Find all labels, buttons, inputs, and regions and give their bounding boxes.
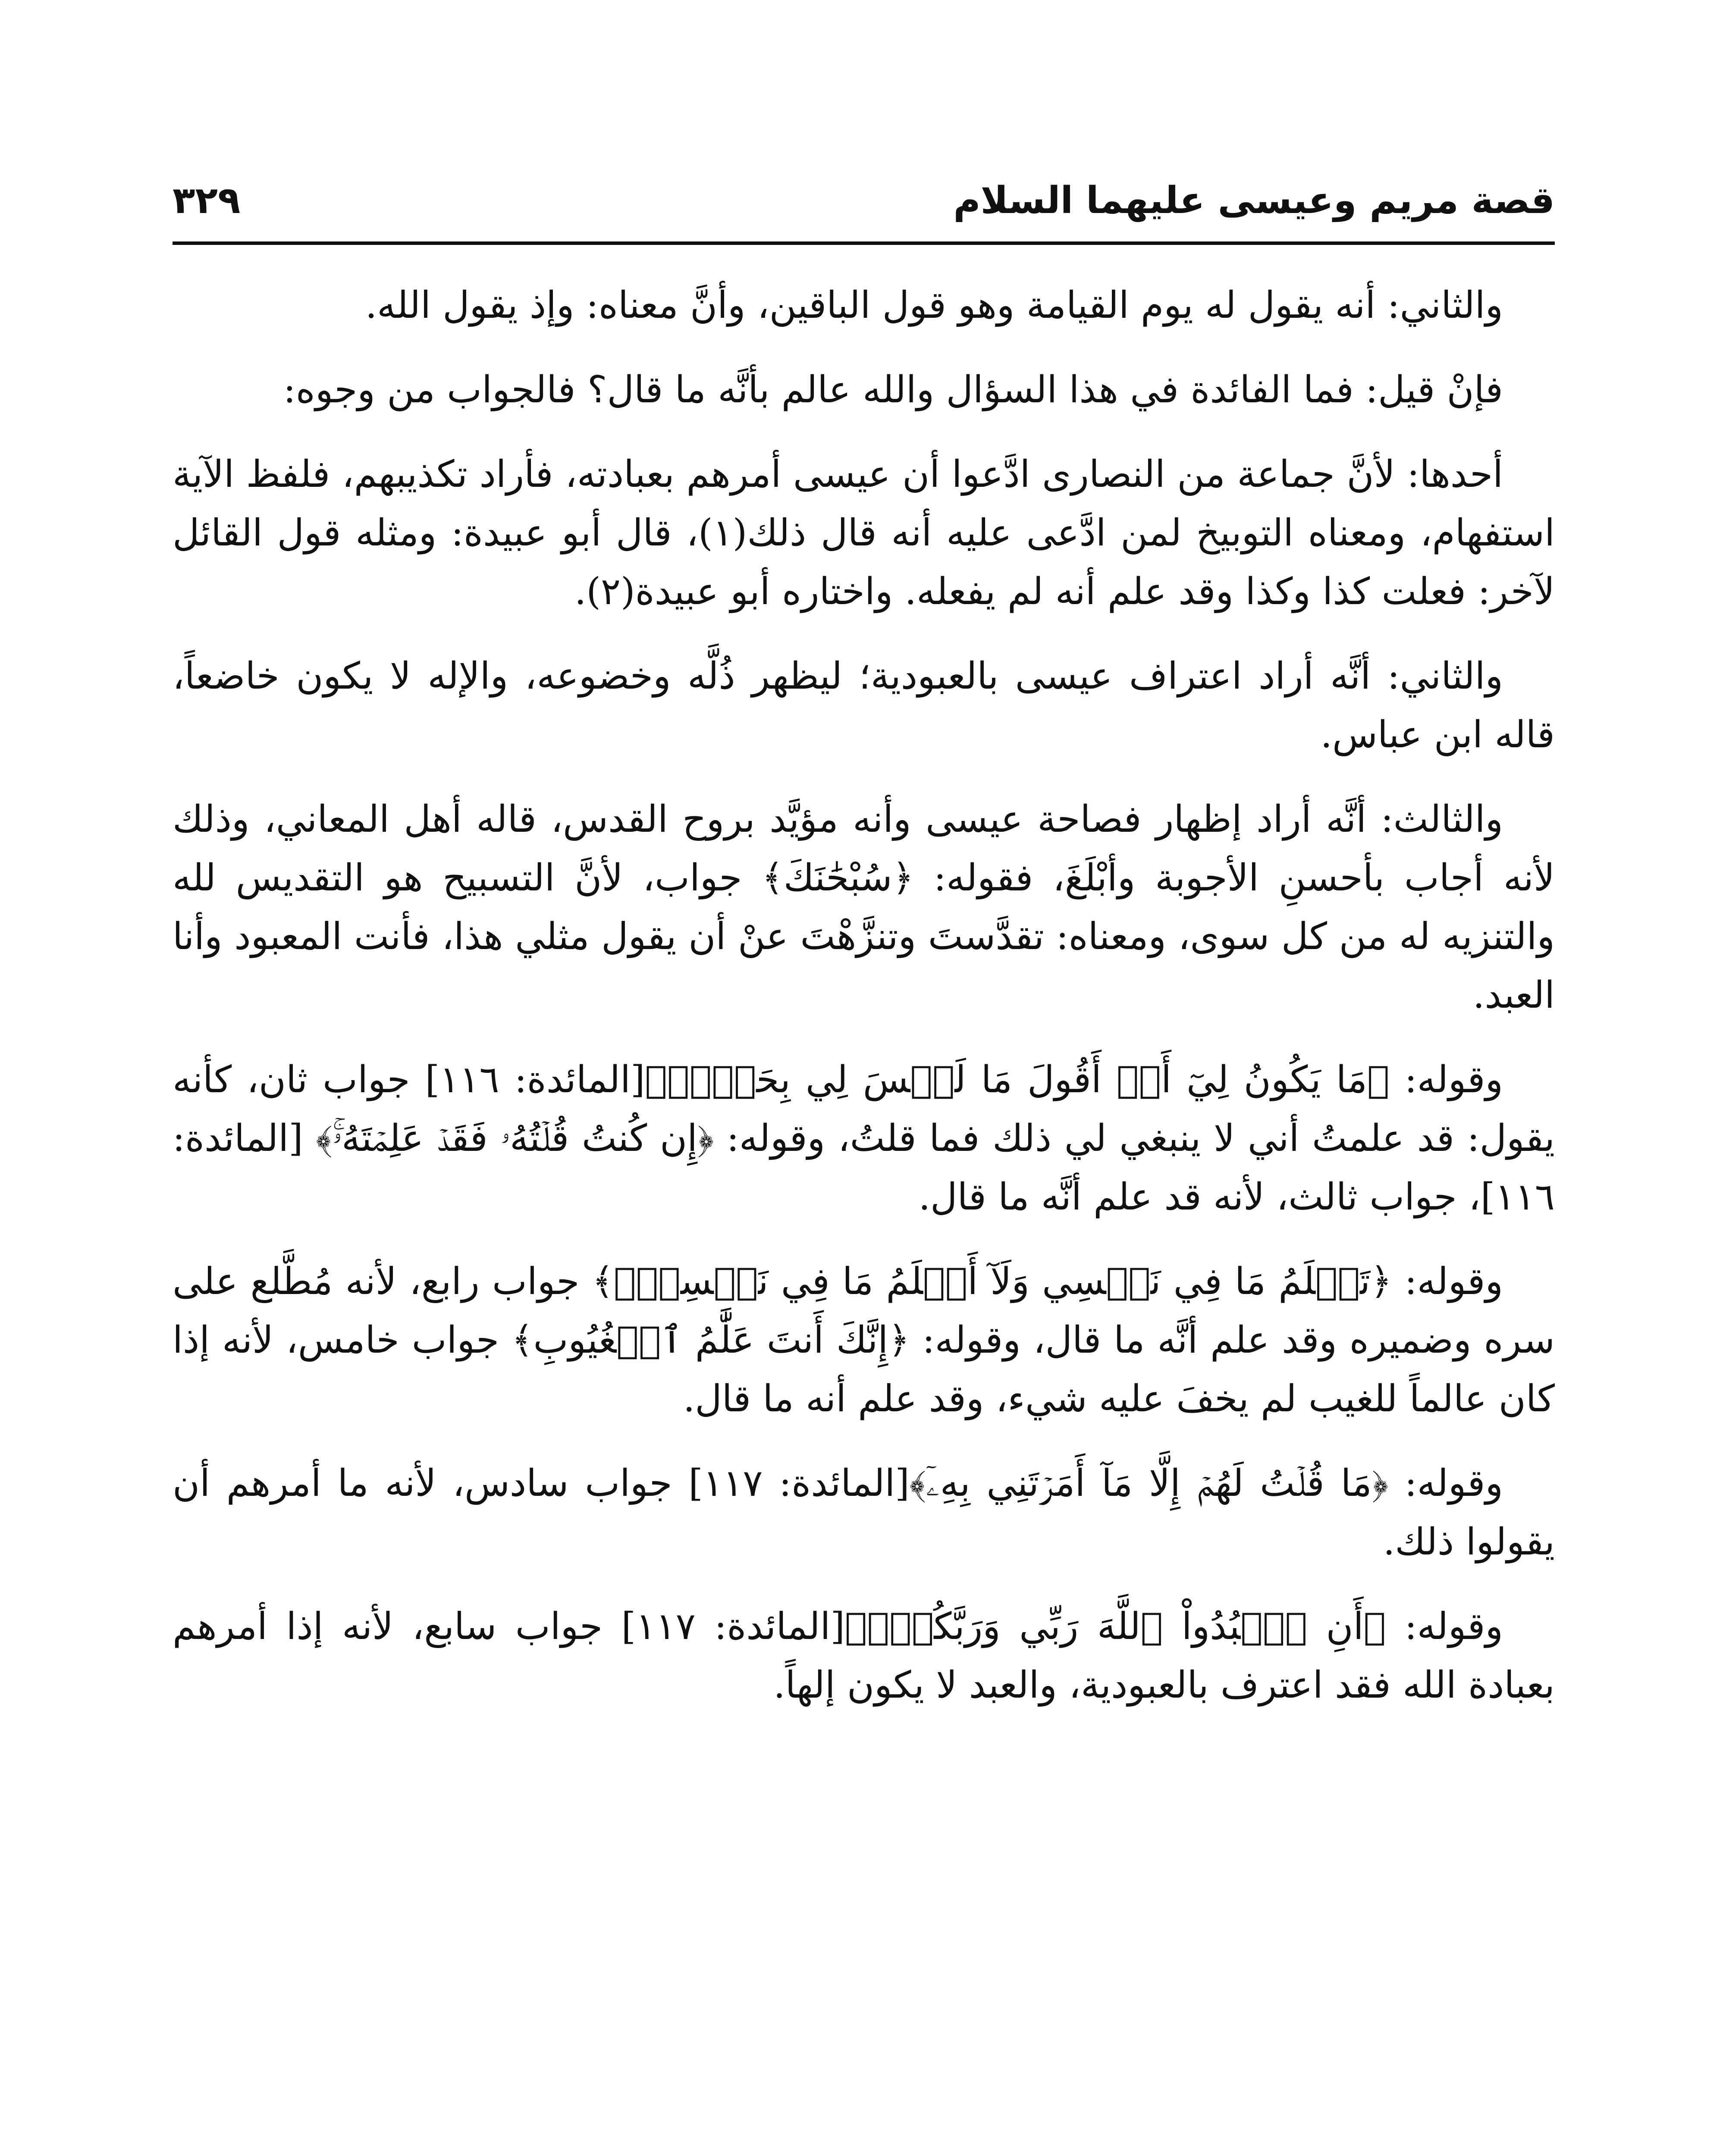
page-number: ٣٢٩ [173,179,241,222]
paragraph: وقوله: ﴿مَا قُلۡتُ لَهُمۡ إِلَّا مَآ أَمَرۡتَنِي بِهِۦٓ﴾[المائدة: ١١٧] جواب سادس، لأنه ما أمرهم أن يقولوا ذلك. [173,1462,1555,1564]
chapter-title: قصة مريم وعيسى عليهما السلام [953,179,1555,222]
main-text [173,276,1555,1740]
paragraph: فإنْ قيل: فما الفائدة في هذا السؤال والله عالم بأنَّه ما قال؟ فالجواب من وجوه: [283,368,1503,411]
paragraph: وقوله: ﴿مَا يَكُونُ لِيٓ أَنۡ أَقُولَ مَا لَيۡسَ لِي بِحَقٍّۚ﴾[المائدة: ١١٦] جواب ثان، كأنه يقول: قد علمتُ أني لا ينبغي لي ذلك فما قلتُ، وقوله: ﴿إِن كُنتُ قُلۡتُهُۥ فَقَدۡ عَلِمۡتَهُۥۚ﴾ [المائدة: ١١٦]، جواب ثالث، لأنه قد علم أنَّه ما قال. [173,1058,1555,1219]
paragraph: والثاني: أنَّه أراد اعتراف عيسى بالعبودية؛ ليظهر ذُلَّه وخضوعه، والإله لا يكون خاضعاً، قاله ابن عباس. [173,655,1555,756]
header-divider [173,241,1555,245]
running-header [173,160,1555,224]
paragraph: والثاني: أنه يقول له يوم القيامة وهو قول الباقين، وأنَّ معناه: وإذ يقول الله. [365,284,1503,327]
paragraph: وقوله: ﴿أَنِ ٱعۡبُدُواْ ٱللَّهَ رَبِّي وَرَبَّكُمۡۚ﴾[المائدة: ١١٧] جواب سابع، لأنه إذا أمرهم بعبادة الله فقد اعترف بالعبودية، والعبد لا يكون إلهاً. [173,1605,1555,1707]
paragraph: أحدها: لأنَّ جماعة من النصارى ادَّعوا أن عيسى أمرهم بعبادته، فأراد تكذيبهم، فلفظ الآية استفهام، ومعناه التوبيخ لمن ادَّعى عليه أنه قال ذلك(١)، قال أبو عبيدة: ومثله قول القائل لآخر: فعلت كذا وكذا وقد علم أنه لم يفعله. واختاره أبو عبيدة(٢). [173,453,1555,613]
paragraph: والثالث: أنَّه أراد إظهار فصاحة عيسى وأنه مؤيَّد بروح القدس، قاله أهل المعاني، وذلك لأنه أجاب بأحسنِ الأجوبة وأبْلَغَ، فقوله: ﴿سُبْحَٰنَكَ﴾ جواب، لأنَّ التسبيح هو التقديس لله والتنزيه له من كل سوى، ومعناه: تقدَّستَ وتنزَّهْتَ عنْ أن يقول مثلي هذا، فأنت المعبود وأنا العبد. [173,798,1555,1017]
paragraph: وقوله: ﴿تَعۡلَمُ مَا فِي نَفۡسِي وَلَآ أَعۡلَمُ مَا فِي نَفۡسِكَۚ﴾ جواب رابع، لأنه مُطَّلع على سره وضميره وقد علم أنَّه ما قال، وقوله: ﴿إِنَّكَ أَنتَ عَلَّٰمُ ٱلۡغُيُوبِ﴾ جواب خامس، لأنه إذا كان عالماً للغيب لم يخفَ عليه شيء، وقد علم أنه ما قال. [173,1260,1555,1420]
